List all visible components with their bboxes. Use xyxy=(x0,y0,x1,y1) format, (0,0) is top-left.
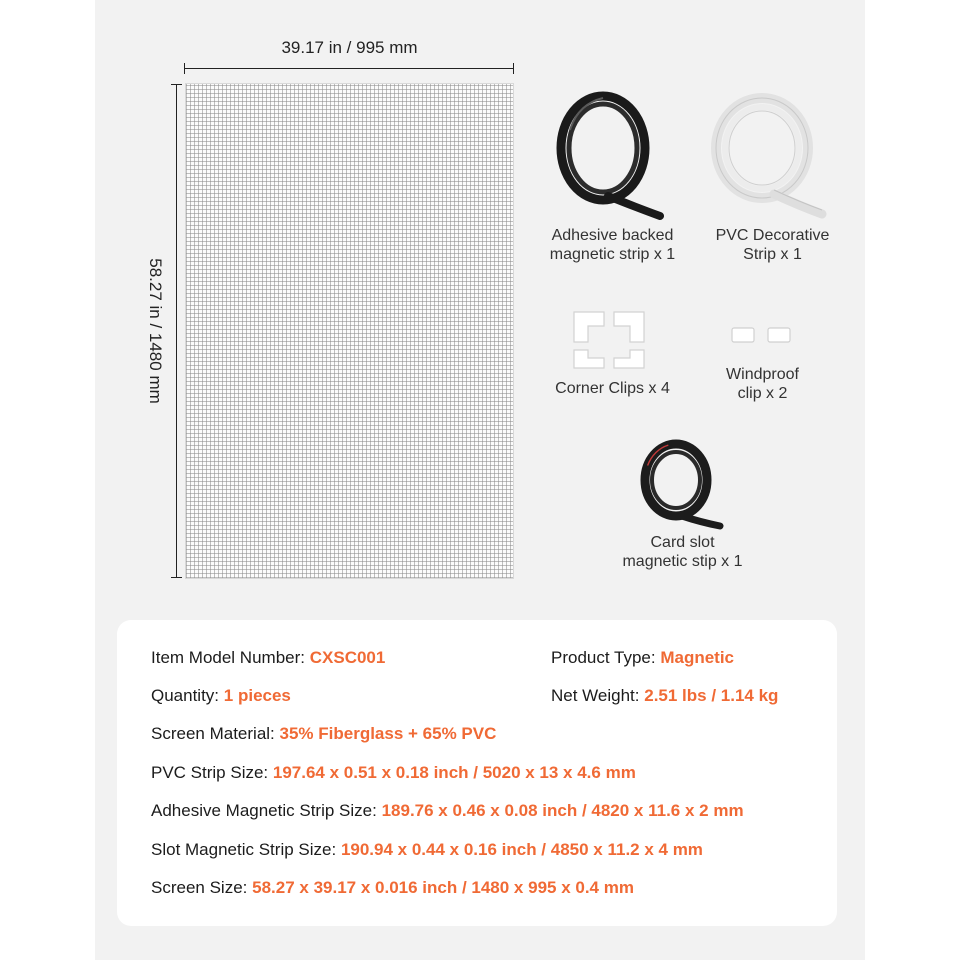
spec-label: Item Model Number: xyxy=(151,648,305,667)
height-dimension-line xyxy=(176,84,177,578)
pvc-strip-label xyxy=(690,226,855,264)
spec-slot-strip-size xyxy=(151,840,703,860)
spec-value: 190.94 x 0.44 x 0.16 inch / 4850 x 11.2 x 4 mm xyxy=(340,840,703,859)
windproof-clip-label xyxy=(680,365,845,403)
spec-value: 189.76 x 0.46 x 0.08 inch / 4820 x 11.6 x 2 mm xyxy=(381,801,744,820)
card-slot-strip-line1: Card slot xyxy=(650,534,715,551)
windproof-clip-line1: Windproof xyxy=(726,366,799,383)
spec-product-type xyxy=(551,648,734,668)
spec-value: 58.27 x 39.17 x 0.016 inch / 1480 x 995 x 0.4 mm xyxy=(252,878,634,897)
pvc-decorative-strip-image xyxy=(702,90,832,225)
spec-label: Net Weight: xyxy=(551,686,640,705)
spec-value: 1 pieces xyxy=(223,686,291,705)
spec-value: 2.51 lbs / 1.14 kg xyxy=(644,686,779,705)
spec-net-weight xyxy=(551,686,778,706)
adhesive-strip-line1: Adhesive backed xyxy=(551,227,674,244)
spec-value: CXSC001 xyxy=(309,648,386,667)
spec-adhesive-strip-size xyxy=(151,801,744,821)
spec-value: 197.64 x 0.51 x 0.18 inch / 5020 x 13 x 4.6 mm xyxy=(272,763,636,782)
adhesive-strip-line2: magnetic strip x 1 xyxy=(549,246,676,263)
corner-clips-line1: Corner Clips x 4 xyxy=(555,380,670,397)
spec-quantity xyxy=(151,686,291,706)
spec-label: Screen Material: xyxy=(151,724,275,743)
spec-value: 35% Fiberglass + 65% PVC xyxy=(279,724,497,743)
adhesive-strip-label xyxy=(530,226,695,264)
spec-item-model xyxy=(151,648,385,668)
pvc-strip-line1: PVC Decorative xyxy=(715,227,830,244)
spec-label: Screen Size: xyxy=(151,878,248,897)
spec-label: Quantity: xyxy=(151,686,220,705)
card-slot-strip-line2: magnetic stip x 1 xyxy=(622,553,743,570)
spec-label: Product Type: xyxy=(551,648,656,667)
corner-clips-image xyxy=(570,308,650,372)
width-dimension-label: 39.17 in / 995 mm xyxy=(281,38,418,57)
corner-clips-label xyxy=(530,379,695,398)
spec-pvc-strip-size xyxy=(151,763,636,783)
pvc-strip-line2: Strip x 1 xyxy=(743,246,802,263)
spec-label: Slot Magnetic Strip Size: xyxy=(151,840,337,859)
windproof-clips-image xyxy=(730,324,794,348)
mesh-screen-image xyxy=(186,84,513,578)
card-slot-magnetic-strip-image xyxy=(638,436,728,532)
adhesive-magnetic-strip-image xyxy=(548,90,668,225)
card-slot-strip-label xyxy=(600,533,765,571)
spec-label: PVC Strip Size: xyxy=(151,763,269,782)
spec-screen-size xyxy=(151,878,634,898)
spec-value: Magnetic xyxy=(660,648,735,667)
windproof-clip-line2: clip x 2 xyxy=(737,385,788,402)
width-dimension-line xyxy=(184,68,514,69)
height-dimension-text: 58.27 in / 1480 mm xyxy=(146,258,165,404)
spec-screen-material xyxy=(151,724,496,744)
spec-label: Adhesive Magnetic Strip Size: xyxy=(151,801,377,820)
